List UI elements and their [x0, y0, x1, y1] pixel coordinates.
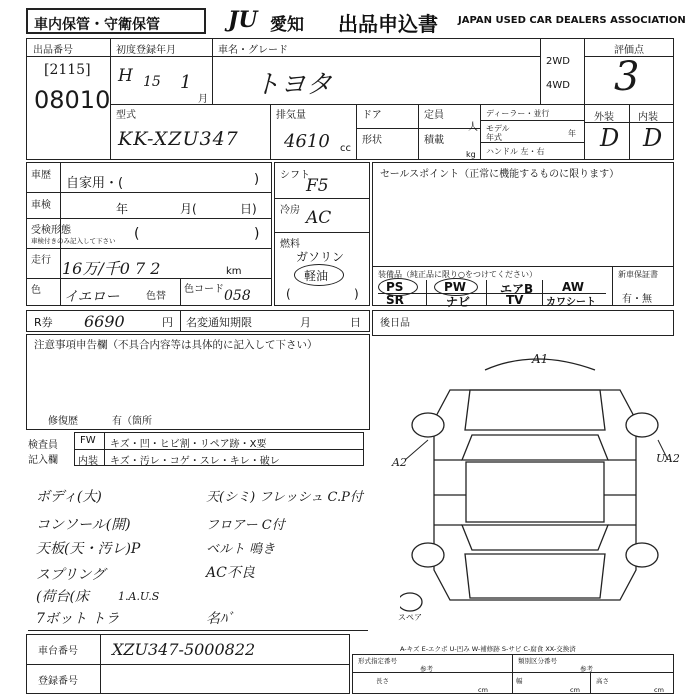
dim-width-cm: cm — [570, 686, 580, 694]
fuel-diesel: 軽油 — [304, 269, 329, 283]
equip-airbag: エアB — [500, 282, 534, 296]
disp-unit: cc — [340, 143, 351, 154]
interior-label: 内装 — [638, 112, 658, 123]
note-10: AC不良 — [206, 565, 255, 581]
inspection-day: 日) — [240, 202, 257, 216]
reg-unit: 月 — [198, 94, 208, 105]
receive-open: ( — [134, 226, 140, 242]
chassis-value: XZU347-5000822 — [112, 640, 256, 659]
fuel-value: ガソリン — [296, 250, 345, 264]
shape-label: 形状 — [362, 135, 382, 146]
equip-ps: PS — [386, 280, 404, 294]
new-car-value: 有・無 — [622, 294, 652, 305]
shift-value: F5 — [306, 176, 329, 196]
wheel-front-right — [626, 413, 658, 437]
wheel-rear-left — [412, 543, 444, 567]
wheel-front-left — [412, 413, 444, 437]
lot-bracket: [2115] — [44, 62, 91, 78]
note-6: 7ボット トラ — [36, 611, 120, 627]
note-12: 名ﾊﾞ — [206, 611, 234, 627]
dim-width: 幅 — [516, 677, 523, 685]
dim-height-cm: cm — [654, 686, 664, 694]
receive-close: ) — [254, 226, 260, 242]
fuel-close: ) — [354, 287, 359, 301]
equip-grid — [378, 280, 606, 309]
post-block — [372, 310, 674, 336]
lot-number: 08010 — [34, 86, 111, 114]
diagram-a2: A2 — [392, 456, 407, 469]
fw-items: キズ・凹・ヒビ割・リペア跡・X要 — [110, 439, 267, 450]
storage-label: 車内保管・守衛保管 — [34, 17, 160, 33]
note-4: スプリング — [36, 567, 106, 583]
deadline-month: 月 — [300, 316, 311, 329]
score-value: 3 — [614, 54, 640, 100]
car-hood — [465, 390, 605, 430]
ac-value: AC — [306, 208, 332, 228]
note-7: 天(シミ) フレッシュ C.P付 — [206, 490, 363, 505]
fw-label: FW — [80, 435, 96, 446]
equip-sr: SR — [386, 293, 404, 307]
lot-label: 出品番号 — [33, 45, 73, 56]
category-ref: 参考 — [580, 665, 593, 673]
storage-label-box — [26, 8, 206, 34]
note-5: (荷台(床 — [36, 589, 89, 605]
receive-label: 受検形態 — [31, 225, 71, 236]
inspector-row — [26, 432, 370, 468]
sales-point-label: セールスポイント（正常に機能するものに限ります） — [380, 169, 620, 180]
history-close: ) — [254, 172, 260, 187]
color-label: 色 — [31, 285, 41, 296]
mileage-value: 16万/千0 7 2 — [62, 259, 161, 278]
color-code-label: 色コード — [184, 284, 224, 295]
interior-items: キズ・汚レ・コゲ・スレ・キレ・破レ — [110, 456, 280, 467]
note-2: コンソール(開) — [36, 517, 131, 533]
recycle-unit: 円 — [162, 316, 173, 329]
org-name: 愛知 — [270, 15, 304, 35]
reg-month: 1 — [180, 72, 192, 93]
year-unit: 年 — [568, 129, 576, 138]
equip-pw: PW — [444, 280, 467, 294]
notes-label: 注意事項申告欄（不具合内容等は具体的に記入して下さい） — [34, 339, 318, 351]
note-1: ボディ(大) — [36, 489, 102, 505]
score-label: 評価点 — [614, 45, 644, 56]
category-label: 類別区分番号 — [518, 657, 557, 665]
interior-value: D — [643, 124, 663, 152]
damage-legend: A-キズ E-エクボ U-凹み W-補修跡 S-サビ C-腐食 XX-交換済 — [400, 645, 576, 653]
handle-label: ハンドル 左・右 — [486, 147, 545, 156]
assoc-name: JAPAN USED CAR DEALERS ASSOCIATION — [458, 15, 686, 26]
car-tailgate — [465, 554, 605, 598]
car-windshield — [462, 435, 608, 460]
door-label: ドア — [362, 110, 382, 121]
repair-value: 有（箇所 — [112, 416, 152, 427]
dealer-label: ディーラー・並行 — [486, 109, 550, 118]
note-9: ベルト 鳴き — [206, 542, 276, 557]
color-tone-label: 色替 — [146, 291, 166, 302]
note-underline — [28, 630, 368, 631]
equip-label: 装備品（純正品に限り○をつけてください） — [378, 270, 537, 279]
load-unit: kg — [466, 150, 476, 159]
disp-label: 排気量 — [276, 110, 306, 121]
history-label: 車歴 — [31, 170, 51, 181]
recycle-value: 6690 — [84, 312, 125, 331]
name-label: 車名・グレード — [218, 45, 288, 56]
mileage-label: 走行 — [31, 255, 51, 266]
ju-logo-text: JU — [228, 7, 258, 33]
color-code-value: 058 — [224, 288, 251, 304]
equip-seat: カワシート — [546, 297, 596, 308]
note-11: 1.A.U.S — [118, 590, 160, 603]
deadline-label: 名変通知期限 — [186, 316, 252, 329]
drive-4wd: 4WD — [546, 80, 570, 91]
load-label: 積載 — [424, 135, 444, 146]
dim-length: 長さ — [376, 677, 389, 685]
model-label: 型式 — [116, 110, 136, 121]
inspection-label: 車検 — [31, 200, 51, 211]
model-value: KK-XZU347 — [118, 128, 239, 150]
new-car-label: 新車保証書 — [618, 270, 658, 279]
spec-ref-block — [352, 654, 674, 694]
ac-label: 冷房 — [280, 205, 300, 216]
car-diagram — [400, 340, 670, 640]
annotation-arrow-left — [405, 440, 428, 460]
inspector-label: 検査員 — [28, 440, 58, 451]
wheel-rear-right — [626, 543, 658, 567]
recycle-label: R券 — [34, 316, 53, 329]
receive-note: 車検付きのみ記入して下さい — [31, 237, 116, 245]
chassis-label: 車台番号 — [38, 646, 78, 657]
repair-label: 修復歴 — [48, 416, 78, 427]
car-rear-window — [462, 525, 608, 550]
capacity-label: 定員 — [424, 110, 444, 121]
dim-length-cm: cm — [478, 686, 488, 694]
diagram-a1: A1 — [532, 352, 549, 366]
diagram-ua2: UA2 — [656, 452, 680, 465]
fuel-label: 燃料 — [280, 239, 300, 250]
inspection-year: 年 — [116, 202, 129, 216]
designated-label: 形式指定番号 — [358, 657, 397, 665]
dim-height: 高さ — [596, 677, 609, 685]
interior-row-label: 内装 — [78, 456, 98, 467]
post-label: 後日品 — [380, 318, 410, 329]
note-8: フロアー C付 — [206, 518, 285, 533]
equip-navi: ナビ — [446, 295, 471, 309]
entry-label: 記入欄 — [28, 455, 58, 466]
exterior-label: 外装 — [594, 112, 614, 123]
regnum-label: 登録番号 — [38, 676, 78, 687]
shift-label: シフト — [280, 170, 310, 181]
model-year-label: モデル 年式 — [486, 124, 510, 142]
name-value: トヨタ — [254, 70, 333, 100]
designated-ref: 参考 — [420, 665, 433, 673]
car-roof — [466, 462, 604, 522]
disp-value: 4610 — [284, 131, 330, 152]
spare-wheel — [400, 593, 422, 611]
deadline-day: 日 — [350, 316, 361, 329]
spare-label: スペア — [398, 613, 422, 622]
capacity-unit: 人 — [468, 122, 478, 133]
equip-aw: AW — [562, 280, 584, 294]
equip-tv: TV — [506, 293, 524, 307]
drive-2wd: 2WD — [546, 56, 570, 67]
inspection-month: 月( — [180, 202, 197, 216]
fuel-open: ( — [286, 287, 291, 301]
reg-label: 初度登録年月 — [116, 45, 176, 56]
color-value: イエロー — [64, 289, 120, 305]
mileage-unit: km — [226, 266, 242, 277]
note-3: 天板(天・汚レ)P — [36, 541, 141, 557]
reg-era: H — [118, 66, 133, 86]
history-value: 自家用・( — [66, 176, 124, 191]
ju-logo — [228, 9, 268, 33]
doc-title: 出品申込書 — [338, 12, 438, 36]
exterior-value: D — [600, 124, 620, 152]
reg-year: 15 — [143, 74, 161, 90]
